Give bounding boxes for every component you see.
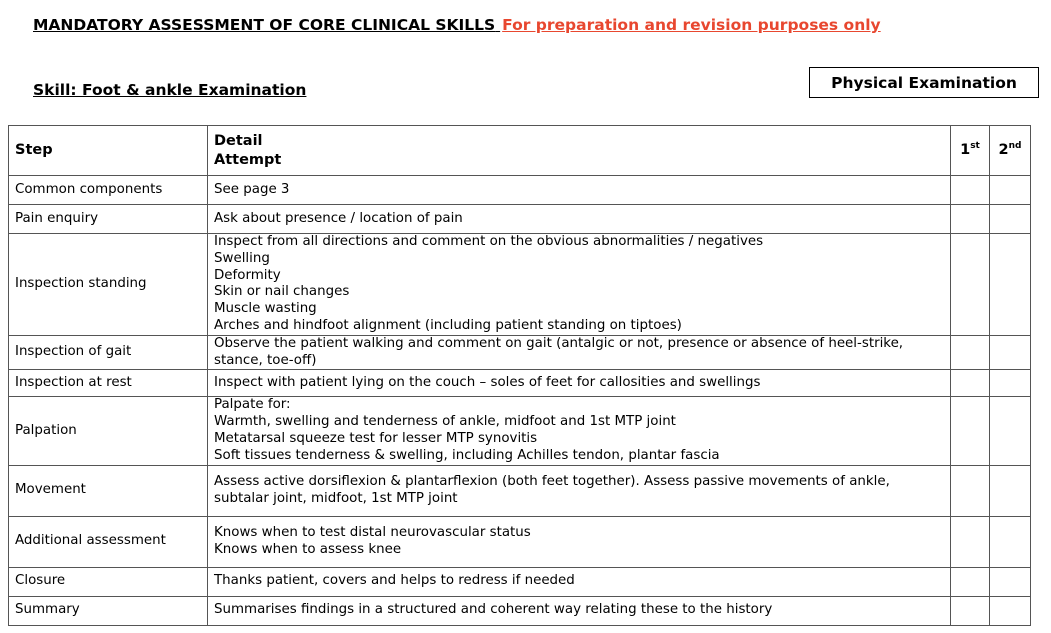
- detail-line: Observe the patient walking and comment on gait (antalgic or not, presence or absence of heel-strike,: [214, 335, 904, 351]
- second-attempt-suffix: nd: [1008, 141, 1022, 152]
- step-cell: Inspection standing: [9, 234, 208, 336]
- first-attempt-cell[interactable]: [951, 176, 990, 205]
- second-attempt-cell[interactable]: [990, 567, 1031, 596]
- detail-line: Inspect from all directions and comment on the obvious abnormalities / negatives: [214, 234, 764, 249]
- second-attempt-cell[interactable]: [990, 205, 1031, 234]
- detail-line: Palpate for:: [214, 397, 291, 413]
- document-title: [33, 16, 881, 34]
- first-attempt-number: 1: [960, 142, 971, 159]
- second-attempt-cell[interactable]: [990, 234, 1031, 336]
- detail-cell: [208, 335, 951, 370]
- detail-line: Metatarsal squeeze test for lesser MTP synovitis: [214, 430, 538, 446]
- skill-heading: Skill: Foot & ankle Examination: [33, 81, 307, 99]
- detail-header-label: Detail: [214, 132, 263, 149]
- detail-line: Thanks patient, covers and helps to redress if needed: [214, 573, 575, 589]
- second-attempt-cell[interactable]: [990, 397, 1031, 465]
- detail-line: Muscle wasting: [214, 301, 317, 317]
- detail-cell: [208, 465, 951, 516]
- first-attempt-cell[interactable]: [951, 465, 990, 516]
- first-attempt-cell[interactable]: [951, 516, 990, 567]
- table-row: [9, 567, 1031, 596]
- table-row: [9, 370, 1031, 397]
- step-cell: Additional assessment: [9, 516, 208, 567]
- first-attempt-cell[interactable]: [951, 205, 990, 234]
- second-attempt-cell[interactable]: [990, 465, 1031, 516]
- second-attempt-cell[interactable]: [990, 596, 1031, 625]
- detail-line: Deformity: [214, 267, 281, 283]
- step-cell: Movement: [9, 465, 208, 516]
- detail-line: Soft tissues tenderness & swelling, including Achilles tendon, plantar fascia: [214, 447, 720, 463]
- second-attempt-cell[interactable]: [990, 176, 1031, 205]
- step-cell: Closure: [9, 567, 208, 596]
- table-row: [9, 176, 1031, 205]
- attempt-header-label: Attempt: [214, 151, 282, 168]
- assessment-table: [8, 125, 1031, 626]
- table-row: [9, 516, 1031, 567]
- detail-line: Skin or nail changes: [214, 284, 350, 300]
- table-row: [9, 234, 1031, 336]
- detail-cell: [208, 176, 951, 205]
- detail-cell: [208, 234, 951, 336]
- second-attempt-number: 2: [998, 142, 1009, 159]
- table-row: [9, 596, 1031, 625]
- second-attempt-header: [990, 126, 1031, 176]
- first-attempt-cell[interactable]: [951, 397, 990, 465]
- second-attempt-cell[interactable]: [990, 370, 1031, 397]
- first-attempt-cell[interactable]: [951, 567, 990, 596]
- table-row: [9, 335, 1031, 370]
- detail-line: Assess active dorsiflexion & plantarflexion (both feet together). Assess passive movements of ankle,: [214, 473, 890, 489]
- detail-line: Knows when to assess knee: [214, 541, 402, 557]
- step-cell: Palpation: [9, 397, 208, 465]
- step-cell: Inspection of gait: [9, 335, 208, 370]
- first-attempt-cell[interactable]: [951, 335, 990, 370]
- detail-line: Summarises findings in a structured and coherent way relating these to the history: [214, 602, 773, 618]
- detail-line: Arches and hindfoot alignment (including patient standing on tiptoes): [214, 317, 682, 333]
- detail-line: Ask about presence / location of pain: [214, 210, 463, 226]
- revision-note: For preparation and revision purposes only: [502, 16, 881, 34]
- first-attempt-header: [951, 126, 990, 176]
- detail-cell: [208, 205, 951, 234]
- table-body: [9, 176, 1031, 626]
- detail-line: Swelling: [214, 250, 270, 266]
- table-header-row: [9, 126, 1031, 176]
- step-cell: Summary: [9, 596, 208, 625]
- detail-line: See page 3: [214, 181, 290, 197]
- step-cell: Pain enquiry: [9, 205, 208, 234]
- detail-cell: [208, 397, 951, 465]
- title-spacer: [495, 16, 500, 34]
- detail-line: Inspect with patient lying on the couch – soles of feet for callosities and swellings: [214, 374, 761, 390]
- detail-line: subtalar joint, midfoot, 1st MTP joint: [214, 490, 458, 506]
- category-box: Physical Examination: [809, 67, 1039, 98]
- step-cell: Inspection at rest: [9, 370, 208, 397]
- first-attempt-cell[interactable]: [951, 596, 990, 625]
- detail-line: Knows when to test distal neurovascular status: [214, 524, 531, 540]
- step-header: Step: [9, 126, 208, 176]
- table-row: [9, 397, 1031, 465]
- detail-cell: [208, 567, 951, 596]
- detail-cell: [208, 370, 951, 397]
- detail-header: [208, 126, 951, 176]
- first-attempt-cell[interactable]: [951, 234, 990, 336]
- detail-cell: [208, 596, 951, 625]
- first-attempt-cell[interactable]: [951, 370, 990, 397]
- step-cell: Common components: [9, 176, 208, 205]
- detail-line: stance, toe-off): [214, 352, 317, 368]
- detail-cell: [208, 516, 951, 567]
- second-attempt-cell[interactable]: [990, 516, 1031, 567]
- title-text: MANDATORY ASSESSMENT OF CORE CLINICAL SKILLS: [33, 16, 496, 34]
- second-attempt-cell[interactable]: [990, 335, 1031, 370]
- table-row: [9, 205, 1031, 234]
- table-row: [9, 465, 1031, 516]
- detail-line: Warmth, swelling and tenderness of ankle, midfoot and 1st MTP joint: [214, 414, 676, 430]
- first-attempt-suffix: st: [970, 141, 980, 152]
